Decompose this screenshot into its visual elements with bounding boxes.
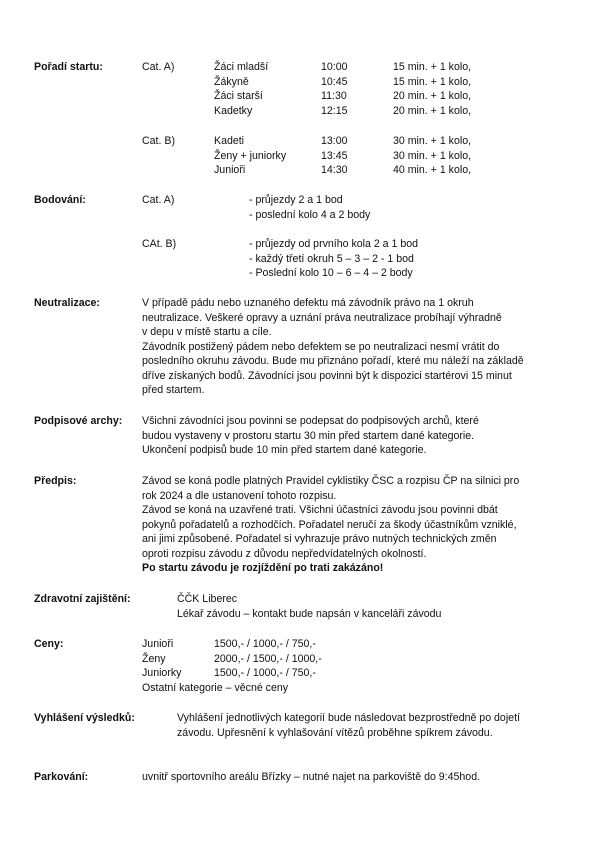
predpis-line: rok 2024 a dle ustanovení tohoto rozpisu. (142, 489, 337, 502)
neutralizace-line: před startem. (142, 384, 205, 396)
predpis-line: ani jimi způsobené. Pořadatel si vyhrazuje právo nutných technických změn (142, 533, 497, 545)
poradi-row-dist: 15 min. + 1 kolo, (393, 61, 472, 73)
ceny-row-name: Juniorky (142, 667, 182, 679)
poradi-cat-a: Cat. A) (142, 61, 175, 73)
neutralizace-label: Neutralizace: (34, 297, 100, 309)
predpis-label: Předpis: (34, 475, 77, 487)
parkovani-text: uvnitř sportovního areálu Břízky – nutné najet na parkoviště do 9:45hod. (142, 771, 481, 783)
bodovani-cat-b: CAt. B) (142, 238, 177, 250)
ceny-row-name: Junioři (142, 638, 174, 650)
poradi-row-time: 13:45 (321, 149, 348, 162)
predpis-line: oproti rozpisu závodu z důvodu nepředvídatelných okolností. (142, 547, 427, 560)
bodovani-line: - průjezdy 2 a 1 bod (249, 194, 343, 206)
poradi-row-name: Ženy + juniorky (214, 149, 287, 162)
poradi-row-name: Junioři (214, 164, 246, 176)
ceny-row-value: 2000,- / 1500,- / 1000,- (214, 652, 322, 665)
ceny-row-name: Ženy (142, 652, 166, 665)
neutralizace-line: Závodník postižený pádem nebo defektem se po neutralizaci nesmí vrátit do (142, 340, 500, 353)
poradi-row-dist: 30 min. + 1 kolo, (393, 135, 472, 147)
podpisove-line: Ukončení podpisů bude 10 min před startem dané kategorie. (142, 444, 427, 456)
poradi-row-dist: 20 min. + 1 kolo, (393, 90, 472, 102)
poradi-row-time: 10:00 (321, 61, 348, 73)
bodovani-line: - průjezdy od prvního kola 2 a 1 bod (249, 238, 419, 250)
ceny-row-value: 1500,- / 1000,- / 750,- (214, 667, 316, 679)
vyhlaseni-line: závodu. Upřesnění k vyhlašování vítězů proběhne spíkrem závodu. (177, 726, 493, 739)
neutralizace-line: V případě pádu nebo uznaného defektu má závodník právo na 1 okruh (142, 297, 474, 309)
poradi-row-time: 12:15 (321, 104, 348, 117)
predpis-line: Závod se koná na uzavřené trati. Všichni účastníci závodu jsou povinni dbát (142, 504, 498, 516)
poradi-row-time: 14:30 (321, 164, 348, 176)
bodovani-line: - každý třetí okruh 5 – 3 – 2 - 1 bod (249, 252, 414, 265)
bodovani-label: Bodování: (34, 194, 86, 206)
zdravotni-line: ČČK Liberec (177, 593, 238, 605)
ceny-row-value: 1500,- / 1000,- / 750,- (214, 638, 316, 650)
poradi-row-dist: 30 min. + 1 kolo, (393, 149, 472, 162)
vyhlaseni-line: Vyhlášení jednotlivých kategorií bude následovat bezprostředně po dojetí (177, 712, 520, 724)
predpis-line: Závod se koná podle platných Pravidel cyklistiky ČSC a rozpisu ČP na silnici pro (142, 475, 520, 487)
poradi-row-dist: 40 min. + 1 kolo, (393, 164, 472, 176)
zdravotni-line: Lékař závodu – kontakt bude napsán v kanceláři závodu (177, 607, 442, 620)
poradi-row-name: Žákyně (214, 75, 249, 88)
ceny-other: Ostatní kategorie – věcné ceny (142, 681, 289, 694)
poradi-row-name: Žáci mladší (214, 61, 269, 73)
poradi-row-name: Žáci starší (214, 90, 263, 102)
bodovani-cat-a: Cat. A) (142, 194, 175, 206)
zdravotni-label: Zdravotní zajištění: (34, 593, 131, 605)
poradi-row-time: 10:45 (321, 75, 348, 88)
podpisove-label: Podpisové archy: (34, 415, 123, 427)
predpis-line: pokynů pořadatelů a rozhodčích. Pořadatel neručí za škody účastníkům vzniklé, (142, 518, 517, 531)
poradi-row-name: Kadetky (214, 104, 253, 117)
bodovani-line: - poslední kolo 4 a 2 body (249, 208, 371, 221)
poradi-label: Pořadí startu: (34, 61, 103, 73)
neutralizace-line: dříve získaných bodů. Závodníci jsou povinni být k dispozici startérovi 15 minut (142, 369, 512, 382)
podpisove-line: budou vystaveny v prostoru startu 30 min před startem dané kategorie. (142, 429, 475, 442)
podpisove-line: Všichni závodníci jsou povinni se podepsat do podpisových archů, které (142, 415, 479, 427)
ceny-label: Ceny: (34, 638, 64, 650)
parkovani-label: Parkování: (34, 771, 89, 783)
vyhlaseni-label: Vyhlášení výsledků: (34, 712, 135, 724)
predpis-warning: Po startu závodu je rozjíždění po trati zakázáno! (142, 562, 384, 574)
poradi-row-name: Kadeti (214, 135, 245, 147)
poradi-row-time: 11:30 (321, 90, 347, 102)
neutralizace-line: neutralizace. Veškeré opravy a uznání práva neutralizace probíhají výhradně (142, 311, 502, 324)
neutralizace-line: posledního okruhu závodu. Bude mu přiznáno pořadí, které mu náleží na základě (142, 355, 524, 367)
poradi-row-time: 13:00 (321, 135, 348, 147)
bodovani-line: - Poslední kolo 10 – 6 – 4 – 2 body (249, 267, 413, 279)
neutralizace-line: v depu v místě startu a cíle. (142, 326, 272, 338)
poradi-cat-b: Cat. B) (142, 135, 175, 147)
poradi-row-dist: 20 min. + 1 kolo, (393, 104, 472, 117)
poradi-row-dist: 15 min. + 1 kolo, (393, 75, 472, 88)
